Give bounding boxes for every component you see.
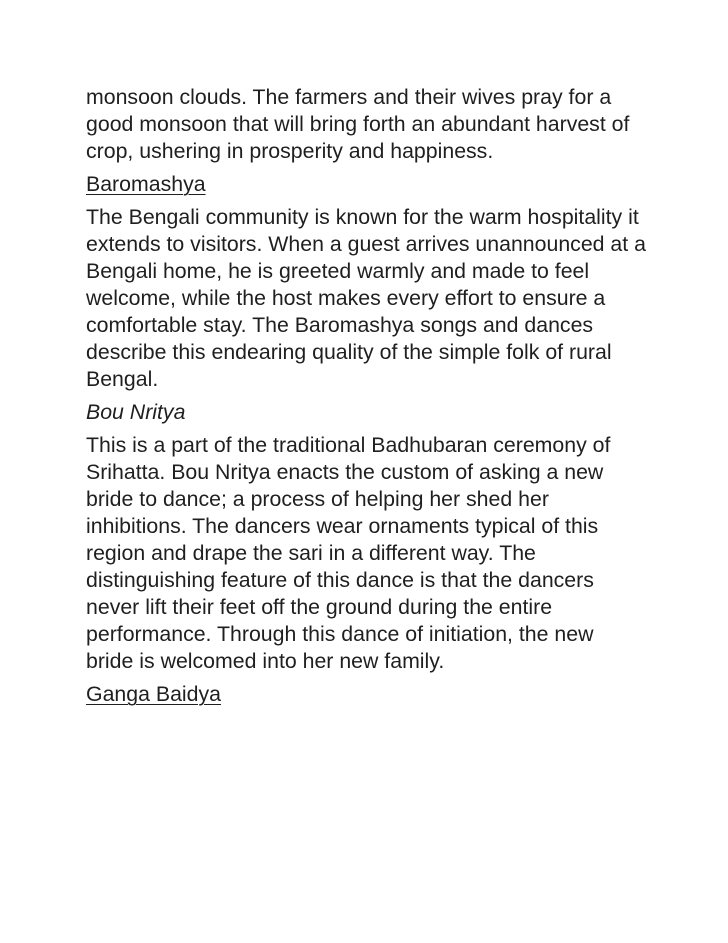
- heading-bou-nritya: Bou Nritya: [86, 400, 186, 424]
- document-page: [86, 84, 646, 714]
- paragraph-baromashya: The Bengali community is known for the warm hospitality it extends to visitors. When a guest arrives unannounced at a Bengali home, he is greeted warmly and made to feel welcome, while the host makes every effort to ensure a comfortable stay. The Baromashya songs and dances describe this endearing quality of the simple folk of rural Bengal.: [86, 205, 646, 391]
- paragraph-bou-nritya: This is a part of the traditional Badhubaran ceremony of Srihatta. Bou Nritya enacts the custom of asking a new bride to dance; a process of helping her shed her inhibitions. The dancers wear ornaments typical of this region and drape the sari in a different way. The distinguishing feature of this dance is that the dancers never lift their feet off the ground during the entire performance. Through this dance of initiation, the new bride is welcomed into her new family.: [86, 433, 611, 673]
- heading-baromashya: Baromashya: [86, 172, 206, 196]
- intro-paragraph: monsoon clouds. The farmers and their wives pray for a good monsoon that will bring forth an abundant harvest of crop, ushering in prosperity and happiness.: [86, 85, 630, 163]
- heading-ganga-baidya: Ganga Baidya: [86, 682, 221, 706]
